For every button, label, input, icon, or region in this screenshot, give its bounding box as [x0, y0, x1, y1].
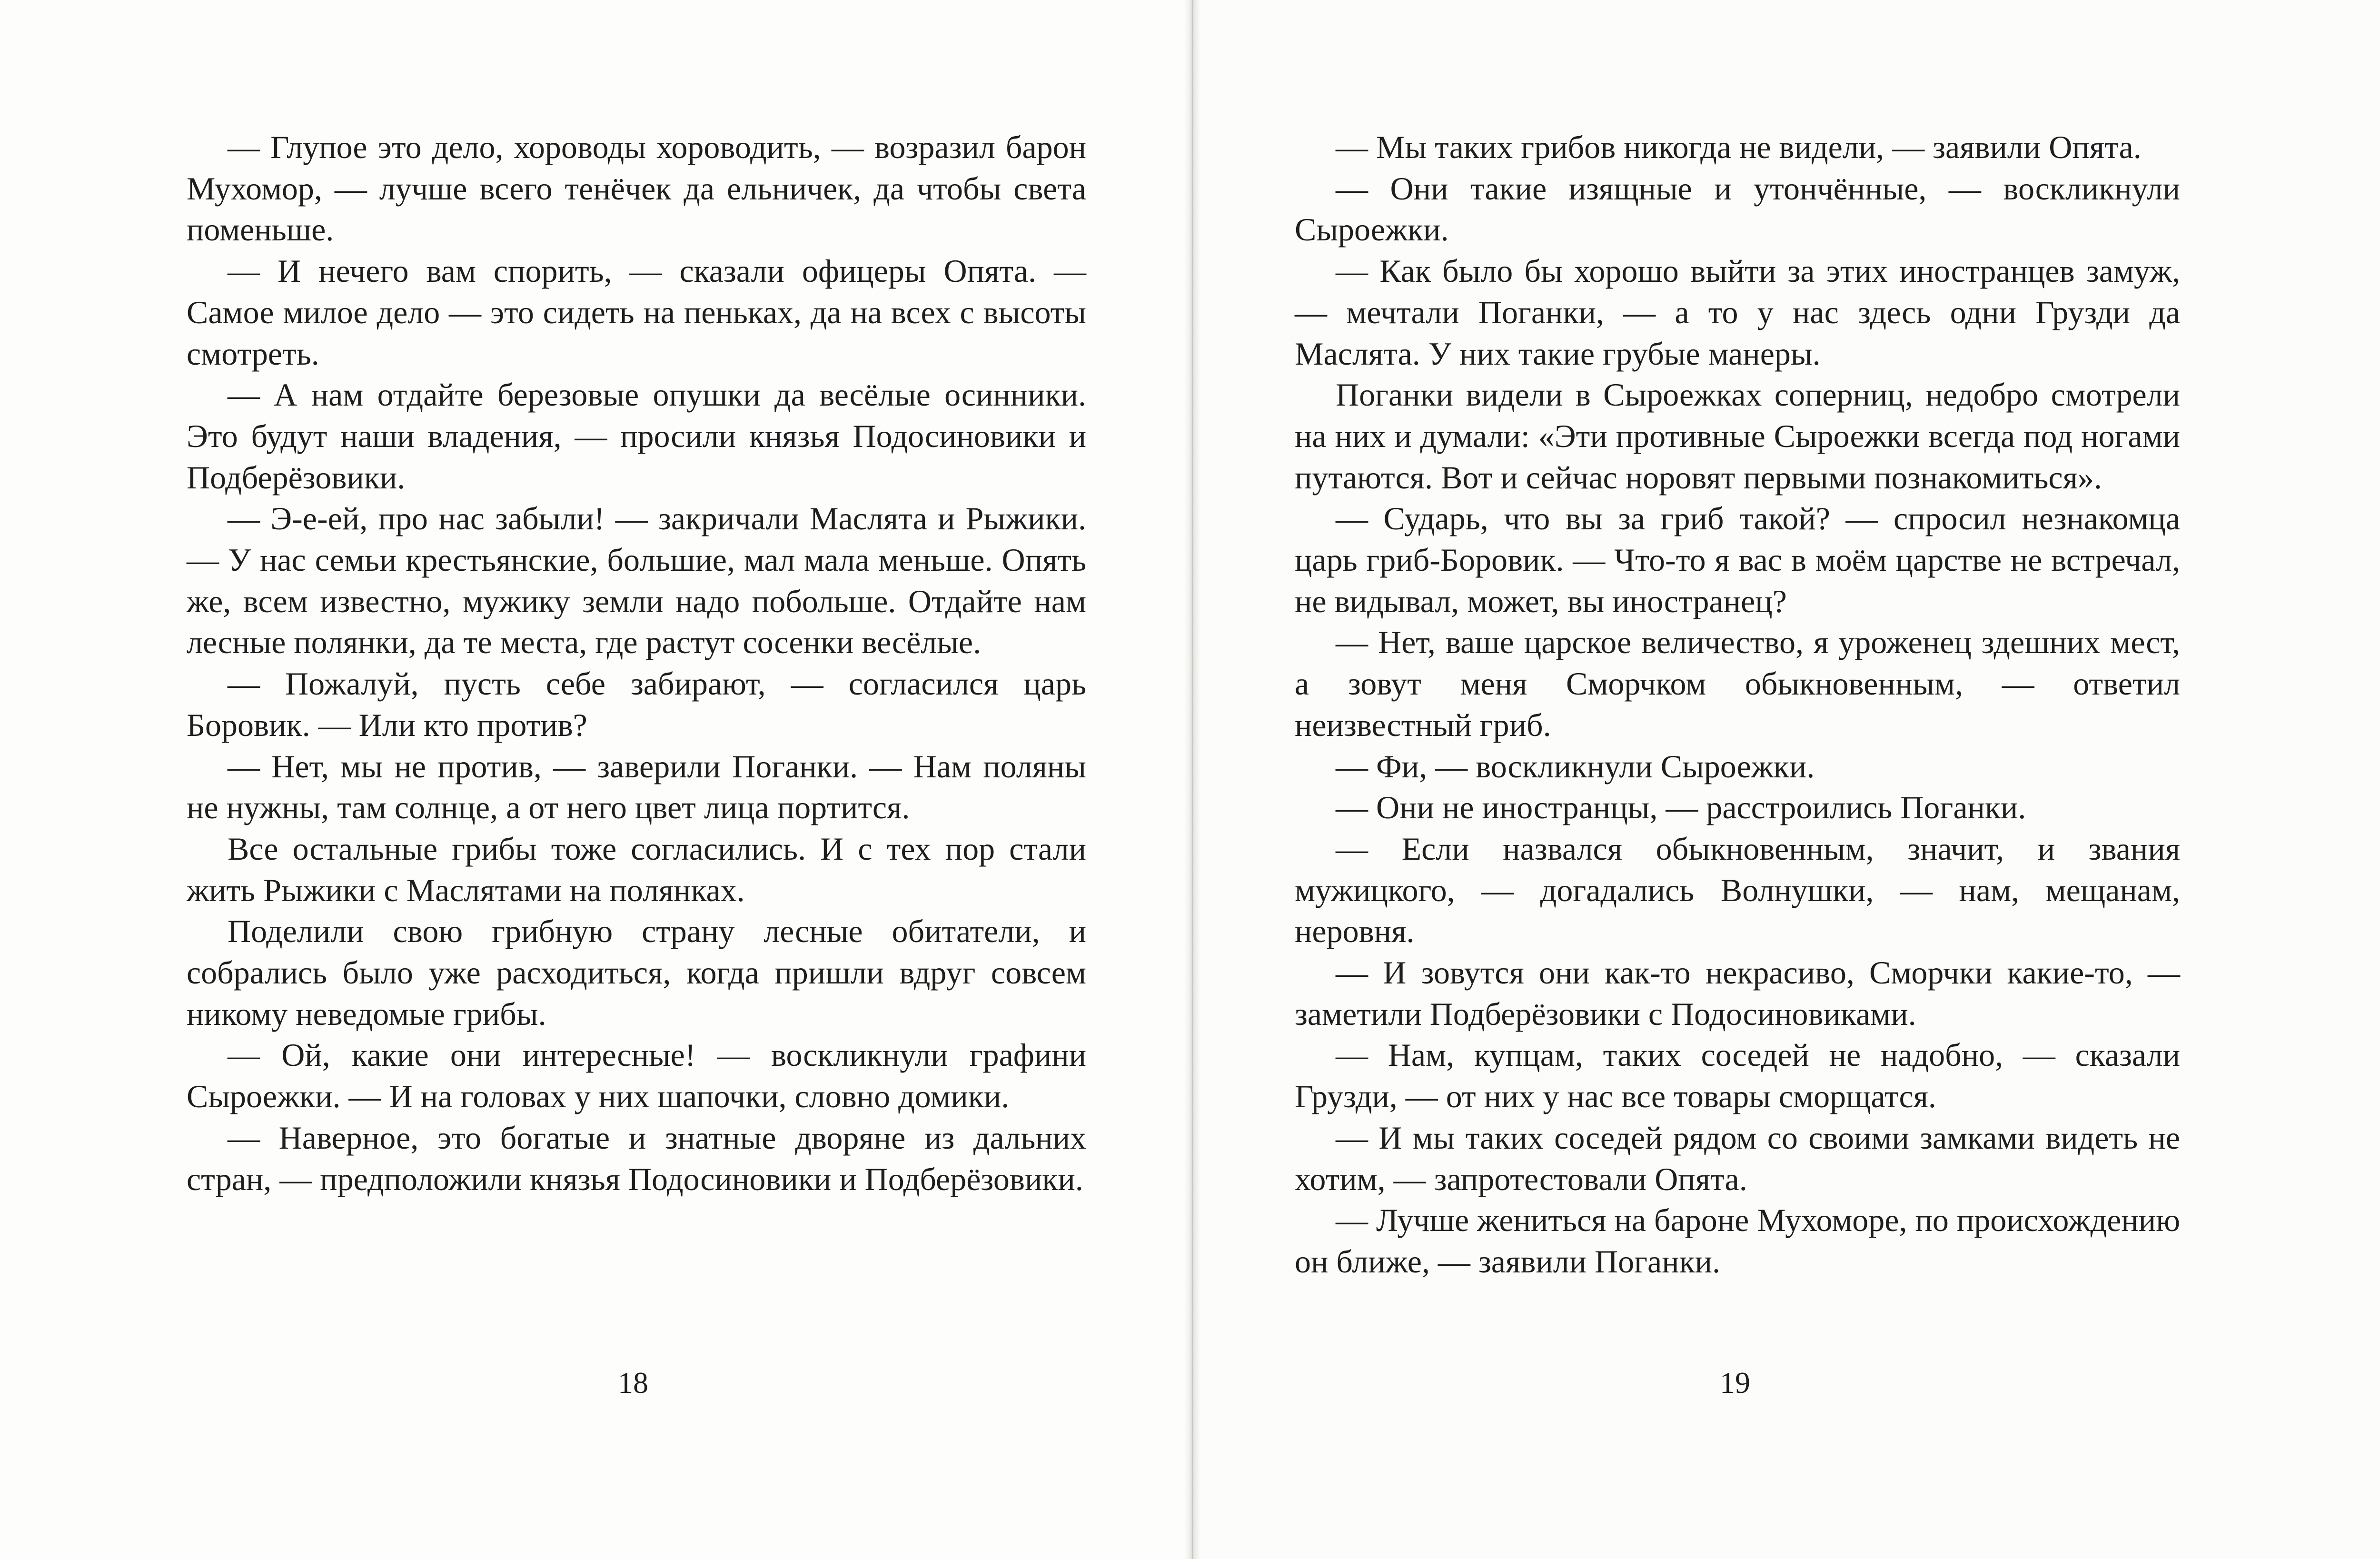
page-number-right: 19: [1720, 1366, 1750, 1400]
paragraph: — Нет, ваше царское величество, я уроженец здешних мест, а зовут меня Сморчком обыкновенным, — ответил неизвестный гриб.: [1295, 624, 2180, 743]
page-number-left: 18: [618, 1366, 648, 1400]
paragraph: — Нет, мы не против, — заверили Поганки. — Нам поляны не нужны, там солнце, а от него цвет лица портится.: [187, 748, 1086, 826]
left-page-text: [187, 127, 1086, 1200]
paragraph: Поделили свою грибную страну лесные обитатели, и собрались было уже расходиться, когда пришли вдруг совсем никому неведомые грибы.: [187, 913, 1086, 1032]
paragraph: — И нечего вам спорить, — сказали офицеры Опята. — Самое милое дело — это сидеть на пеньках, да на всех с высоты смотреть.: [187, 253, 1086, 372]
paragraph: — Лучше жениться на бароне Мухоморе, по происхождению он ближе, — заявили Поганки.: [1295, 1202, 2180, 1280]
paragraph: — Э-е-ей, про нас забыли! — закричали Маслята и Рыжики. — У нас семьи крестьянские, большие, мал мала меньше. Опять же, всем известно, мужику земли надо побольше. Отдайте нам лесные полянки, да те места, где растут сосенки весёлые.: [187, 500, 1086, 661]
paragraph: — А нам отдайте березовые опушки да весёлые осинники. Это будут наши владения, — просили князья Подосиновики и Подберёзовики.: [187, 377, 1086, 496]
paragraph: — Сударь, что вы за гриб такой? — спросил незнакомца царь гриб-Боровик. — Что-то я вас в моём царстве не встречал, не видывал, может, вы иностранец?: [1295, 500, 2180, 619]
paragraph: — Нам, купцам, таких соседей не надобно, — сказали Грузди, — от них у нас все товары сморщатся.: [1295, 1037, 2180, 1115]
paragraph: — Наверное, это богатые и знатные дворяне из дальних стран, — предположили князья Подосиновики и Подберёзовики.: [187, 1119, 1086, 1197]
paragraph: — Мы таких грибов никогда не видели, — заявили Опята.: [1336, 129, 2142, 165]
right-page: [1192, 0, 2380, 1559]
paragraph: — Они не иностранцы, — расстроились Поганки.: [1336, 789, 2026, 826]
paragraph: — И зовутся они как-то некрасиво, Сморчки какие-то, — заметили Подберёзовики с Подосиновиками.: [1295, 954, 2180, 1032]
paragraph: — Глупое это дело, хороводы хороводить, — возразил барон Мухомор, — лучше всего тенёчек да ельничек, да чтобы света поменьше.: [187, 129, 1086, 248]
gutter-fold-line: [1192, 0, 1193, 1559]
paragraph: — Как было бы хорошо выйти за этих иностранцев замуж, — мечтали Поганки, — а то у нас здесь одни Грузди да Маслята. У них такие грубые манеры.: [1295, 253, 2180, 372]
paragraph: — Ой, какие они интересные! — воскликнули графини Сыроежки. — И на головах у них шапочки, словно домики.: [187, 1037, 1086, 1115]
paragraph: — Фи, — воскликнули Сыроежки.: [1336, 748, 1815, 784]
paragraph: — Если назвался обыкновенным, значит, и звания мужицкого, — догадались Волнушки, — нам, мещанам, неровня.: [1295, 830, 2180, 950]
paragraph: — Они такие изящные и утончённые, — воскликнули Сыроежки.: [1295, 170, 2180, 248]
paragraph: Все остальные грибы тоже согласились. И с тех пор стали жить Рыжики с Маслятами на полянках.: [187, 830, 1086, 908]
paragraph: Поганки видели в Сыроежках соперниц, недобро смотрели на них и думали: «Эти противные Сыроежки всегда под ногами путаются. Вот и сейчас норовят первыми познакомиться».: [1295, 377, 2180, 496]
paragraph: — Пожалуй, пусть себе забирают, — согласился царь Боровик. — Или кто против?: [187, 665, 1086, 743]
right-page-text: [1295, 127, 2180, 1282]
paragraph: — И мы таких соседей рядом со своими замками видеть не хотим, — запротестовали Опята.: [1295, 1119, 2180, 1197]
